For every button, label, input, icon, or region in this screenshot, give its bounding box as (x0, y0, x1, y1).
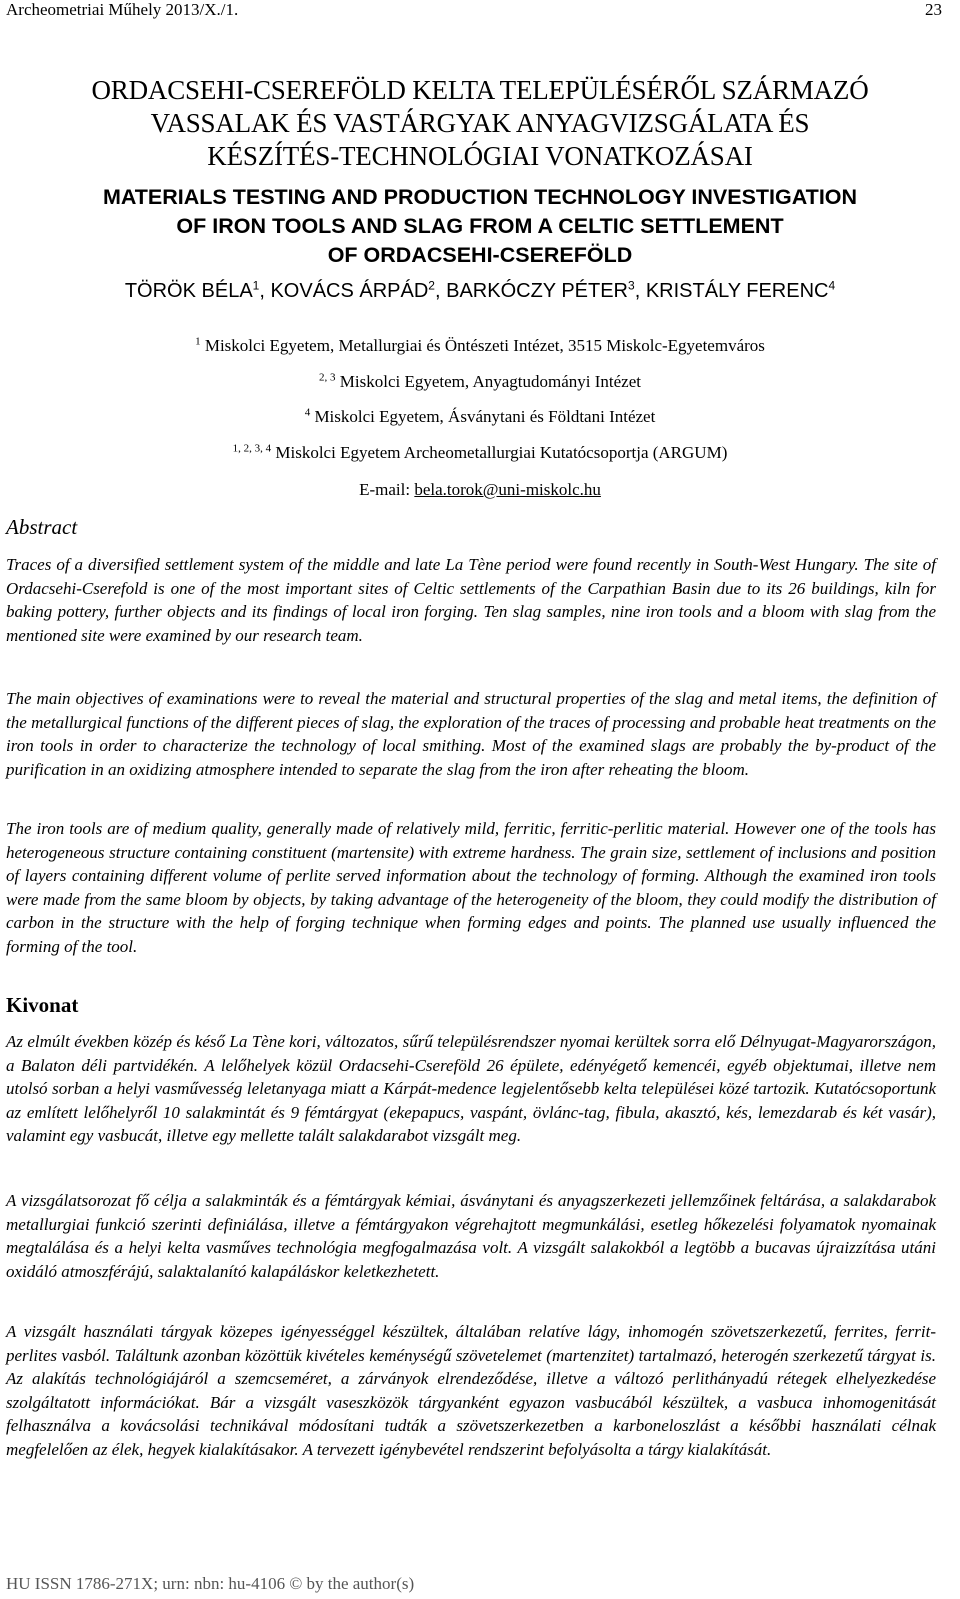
page-number: 23 (925, 0, 942, 19)
author-list: TÖRÖK BÉLA$^1$, KOVÁCS ÁRPÁD$^2$, BARKÓCZY PÉTER$^3$, KRISTÁLY FERENC$^4$ (124, 278, 836, 302)
abstract-paragraph: The main objectives of examinations were to reveal the material and structural properties of the slag and metal items, the definition of the metallurgical functions of the different pieces of slag, the exploration of the traces of processing and probable heat treatments on the iron tools in order to characterize the technology of local smithing. Most of the examined slags are probably the by-product of the purification in an oxidizing atmosphere intended to separate the slag from the iron after reheating the bloom. (6, 689, 936, 779)
journal-header: Archeometriai Műhely 2013/X./1. (6, 0, 239, 19)
affiliation-text: Miskolci Egyetem, Ásványtani és Földtani Intézet (314, 407, 656, 426)
author-name: BARKÓCZY PÉTER (446, 280, 629, 302)
email-line (0, 480, 960, 500)
abstract-paragraph: The iron tools are of medium quality, generally made of relatively mild, ferritic, ferritic-perlitic material. However one of the tools has heterogeneous structure containing constituent (martensite) with extreme hardness. The grain size, settlement of inclusions and position of layers containing different volume of perlite served information about the technology of forming. Although the examined iron tools were made from the same bloom by objects, by taking advantage of the heterogeneity of the bloom, they could modify the distribution of carbon in the structure with the help of forging technique when forming edges and points. The planned use usually influenced the forming of the tool. (6, 819, 936, 956)
affiliation-number: 1 (195, 335, 201, 348)
affiliation-number: 4 (304, 406, 311, 419)
affiliation (0, 336, 960, 356)
email-link[interactable]: bela.torok@uni-miskolc.hu (414, 480, 601, 499)
affiliation (0, 443, 960, 463)
title-en-line: OF IRON TOOLS AND SLAG FROM A CELTIC SETTLEMENT (176, 214, 784, 238)
affiliation-number: 1, 2, 3, 4 (232, 442, 272, 455)
title-en-line: MATERIALS TESTING AND PRODUCTION TECHNOLOGY INVESTIGATION (102, 185, 858, 209)
author-affiliation-number: 4 (828, 278, 836, 293)
title-hu-line: ORDACSEHI-CSEREFÖLD KELTA TELEPÜLÉSÉRŐL SZÁRMAZÓ (91, 75, 869, 105)
abstract-paragraph: Traces of a diversified settlement system of the middle and late La Tène period were found recently in South-West Hungary. The site of Ordacsehi-Cserefold is one of the most important sites of Celtic settlements of the Carpathian Basin due to its 26 buildings, kiln for baking pottery, further objects and its findings of local iron forging. Ten slag samples, nine iron tools and a bloom with slag from the mentioned site were examined by our research team. (6, 555, 936, 645)
author-name: KRISTÁLY FERENC (645, 280, 829, 302)
affiliation-text: Miskolci Egyetem, Anyagtudományi Intézet (339, 372, 641, 391)
author-affiliation-number: 2 (428, 278, 435, 293)
affiliation-text: Miskolci Egyetem Archeometallurgiai Kutatócsoportja (ARGUM) (275, 443, 728, 462)
affiliation (0, 372, 960, 392)
kivonat-paragraph: A vizsgálatsorozat fő célja a salakminták és a fémtárgyak kémiai, ásványtani és anyagszerkezeti jellemzőinek feltárása, a salakdarabok metallurgiai funkció szerinti definiálása, illetve a fémtárgyakon végrehajtott megmunkálási, esetleg hőkezelési folyamatok nyomainak megtalálása és a helyi kelta vasműves technológia megfogalmazása volt. A vizsgált salakokból a legtöbb a bucavas újraizzítása utáni oxidáló atmoszférájú, salaktalanító kalapáláskor keletkezhetett. (6, 1191, 936, 1281)
title-english (0, 183, 960, 270)
footer-issn: HU ISSN 1786-271X; urn: nbn: hu-4106 © by the author(s) (6, 1574, 415, 1593)
affiliation-text: Miskolci Egyetem, Metallurgiai és Öntészeti Intézet, 3515 Miskolc-Egyetemváros (204, 336, 765, 355)
affiliation (0, 407, 960, 427)
kivonat-paragraph: A vizsgált használati tárgyak közepes igényességgel készültek, általában relatíve lágy, inhomogén szövetszerkezetű, ferrites, ferrit-perlites vasból. Találtunk azonban közöttük kivételes keménységű szövetelemet (martenzitet) tartalmazó, heterogén szerkezetű tárgyat is. Az alakítás technológiájáról a szemcseméret, a zárványok elrendeződése, illetve a változó perlithányadú rétegek elhelyezkedése szolgáltatott információkat. Bár a vizsgált vaseszközök tárgyanként egyazon vasbucából készültek, a vasbuca inhomogenitását felhasználva a kovácsolási technikával módosítani tudták a szövetszerkezetben a karboneloszlást a későbbi használati célnak megfelelően az élek, hegyek kialakításakor. A tervezett igénybevétel rendszerint befolyásolta a tárgy kialakítását. (6, 1322, 936, 1459)
author-affiliation-number: 3 (628, 278, 635, 293)
author-name: TÖRÖK BÉLA (124, 280, 253, 302)
kivonat-paragraph: Az elmúlt években közép és késő La Tène kori, változatos, sűrű településrendszer nyomai kerültek sorra elő Délnyugat-Magyarországon, a Balaton déli partvidékén. A lelőhelyek közül Ordacsehi-Csereföld 26 épülete, edényégető kemencéi, egyéb objektumai, illetve nem utolsó sorban a helyi vasművesség leletanyaga miatt a Kárpát-medence legjelentősebb kelta települései közé tartozik. Kutatócsoportunk az említett lelőhelyről 10 salakmintát és 9 fémtárgyat (ekepapucs, vaspánt, övlánc-tag, fibula, akasztó, kés, lemezdarab és két vasár), valamint egy vasbucát, illetve egy mellette talált salakdarabot vizsgált meg. (6, 1032, 936, 1145)
author-name: KOVÁCS ÁRPÁD (270, 280, 429, 302)
email-label: E-mail: (359, 480, 411, 499)
title-hungarian (0, 74, 960, 173)
author-affiliation-number: 1 (252, 278, 260, 293)
title-en-line: OF ORDACSEHI-CSEREFÖLD (327, 243, 633, 267)
kivonat-heading: Kivonat (6, 993, 79, 1017)
title-hu-line: VASSALAK ÉS VASTÁRGYAK ANYAGVIZSGÁLATA ÉS (150, 108, 810, 138)
abstract-heading: Abstract (6, 515, 78, 539)
title-hu-line: KÉSZÍTÉS-TECHNOLÓGIAI VONATKOZÁSAI (207, 141, 753, 171)
affiliation-number: 2, 3 (319, 371, 336, 384)
